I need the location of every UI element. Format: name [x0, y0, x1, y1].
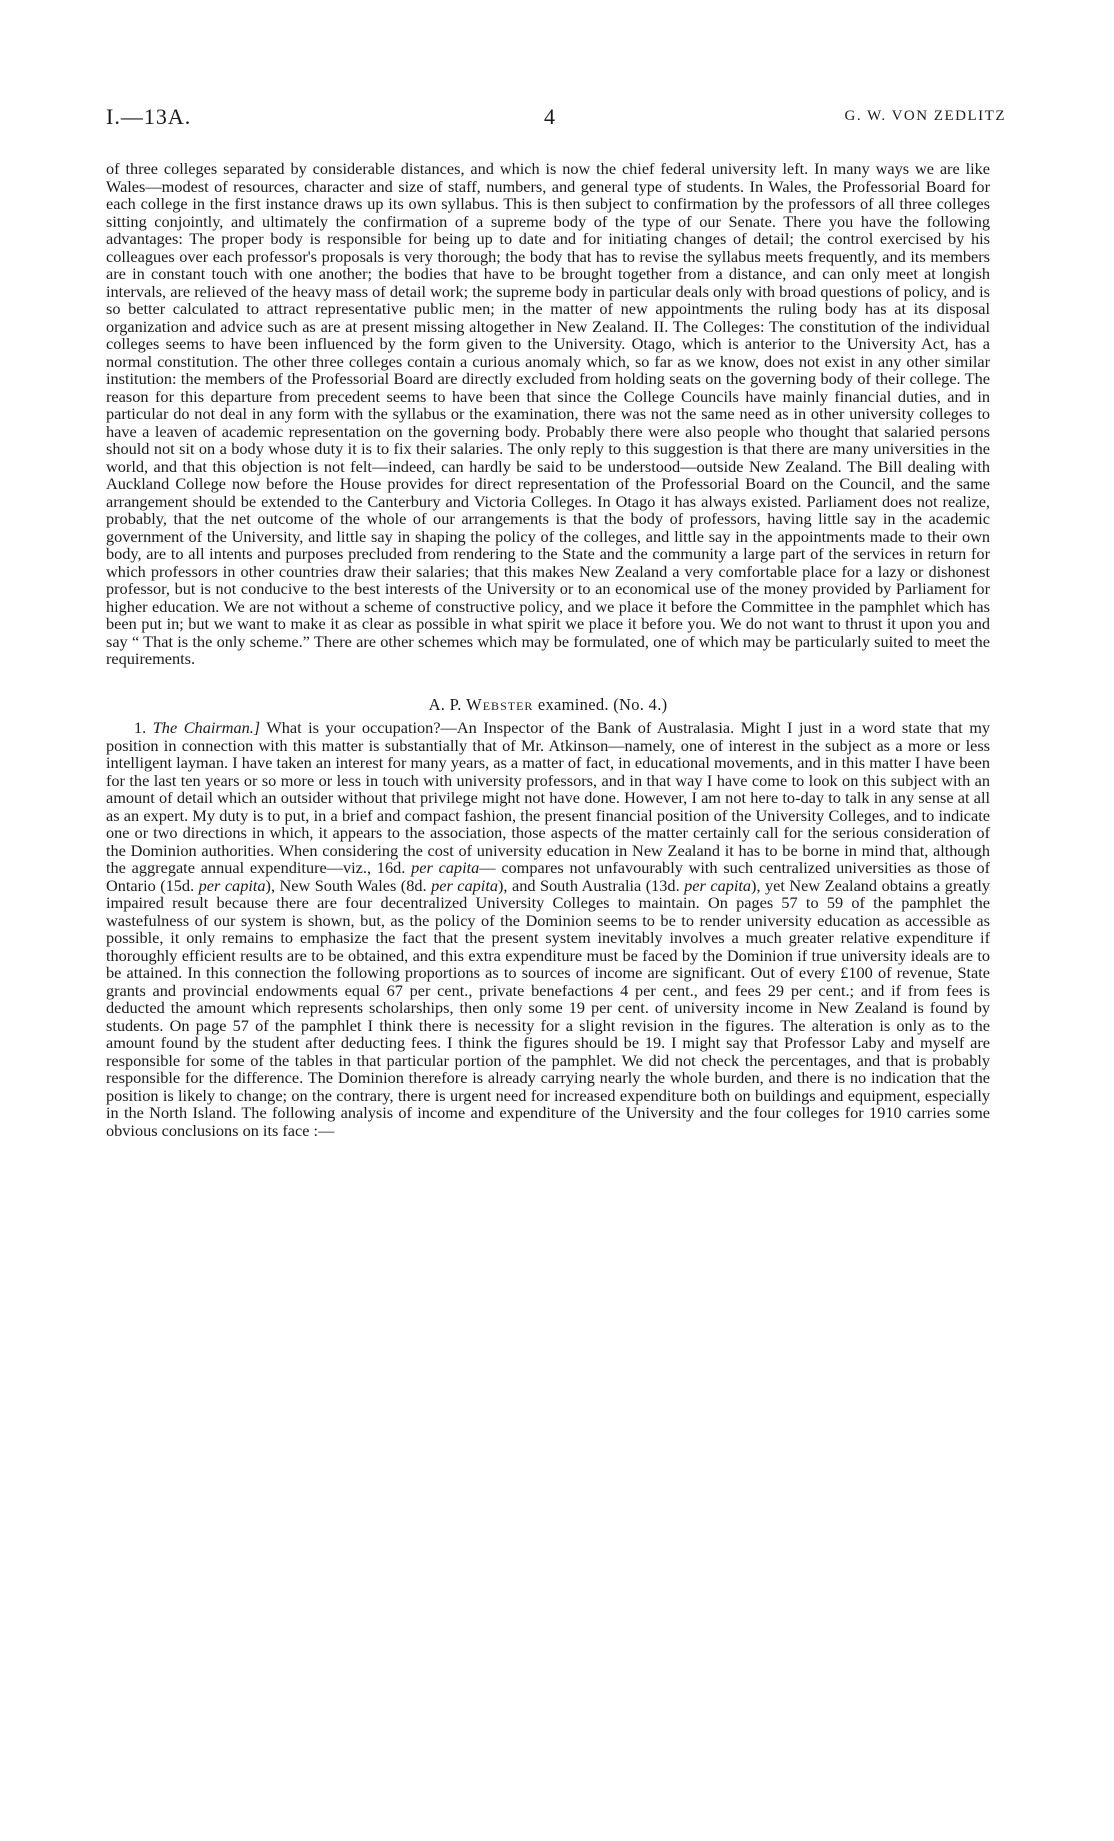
testimony-text-b: — compares not unfavourably with such centralized universities as those of Ontario (15d. [106, 858, 991, 895]
testimony-text-e: ), yet New Zealand obtains a greatly impaired result because there are four decentralized University Colleges to maintain. On pages 57 to 59 of the pamphlet the wastefulness of our system is shown, but, as the policy of the Dominion seems to be to render university education as accessible as possible, it only remains to emphasize the fact that the present system inevitably involves a much greater relative expenditure if thoroughly efficient results are to be obtained, and this extra expenditure must be faced by the Dominion if true university ideals are to be attained. In this connection the following proportions as to sources of income are significant. Out of every £100 of revenue, State grants and provincial endowments equal 67 per cent., private benefactions 4 per cent., and fees 29 per cent.; and if from fees is deducted the amount which represents scholarships, then only some 19 per cent. of university income in New Zealand is found by students. On page 57 of the pamphlet I think there is necessity for a slight revision in the figures. The alteration is only as to the amount found by the student after deducting fees. I think the figures should be 19. I might say that Professor Laby and myself are responsible for some of the tables in that particular portion of the pamphlet. We did not check the percentages, and that is probably responsible for the difference. The Dominion therefore is already carrying nearly the whole burden, and there is no indication that the position is likely to change; on the contrary, there is urgent need for increased expenditure both on buildings and equipment, especially in the North Island. The following analysis of income and expenditure of the University and the four colleges for 1910 carries some obvious conclusions on its face :— [106, 875, 991, 1140]
paragraph-continuation: of three colleges separated by considerable distances, and which is now the chief federal university left. In many ways we are like Wales—modest of resources, character and size of staff, numbers, and general type of students. In Wales, the Professorial Board for each college in the first instance draws up its own syllabus. This is then subject to confirmation by the professors of all three colleges sitting conjointly, and ultimately the confirmation of a supreme body of the type of our Senate. There you have the following advantages: The proper body is responsible for being up to date and for initiating changes of detail; the control exercised by his colleagues over each professor's proposals is very thorough; the body that has to revise the syllabus meets frequently, and its members are in constant touch with one another; the bodies that have to be brought together from a distance, and can only meet at longish intervals, are relieved of the heavy mass of detail work; the supreme body in particular deals only with broad questions of policy, and is so better calculated to attract representative public men; in the matter of new appointments the ruling body has at its disposal organization and advice such as are at present missing altogether in New Zealand. II. The Colleges: The constitution of the individual colleges seems to have been influenced by the form given to the University. Otago, which is anterior to the University Act, has a normal constitution. The other three colleges contain a curious anomaly which, so far as we know, does not exist in any other similar institution: the members of the Professorial Board are directly excluded from holding seats on the governing body of their college. The reason for this departure from precedent seems to have been that since the College Councils have mainly financial duties, and in particular do not deal in any form with the syllabus or the examination, there was not the same need as in other university colleges to have a leaven of academic representation on the governing body. Probably there were also people who thought that salaried persons should not sit on a body whose duty it is to fix their salaries. The only reply to this suggestion is that there are many universities in the world, and that this objection is not felt—indeed, can hardly be said to be understood—outside New Zealand. The Bill dealing with Auckland College now before the House provides for direct representation of the Professorial Board on the Council, and the same arrangement should be extended to the Canterbury and Victoria Colleges. In Otago it has always existed. Parliament does not realize, probably, that the net outcome of the whole of our arrangements is that the body of professors, having little say in the academic government of the University, and little say in shaping the policy of the colleges, and little say in the appointments made to their own body, are to all intents and purposes precluded from rendering to the State and the community a large part of the services in return for which professors in other countries draw their salaries; that this makes New Zealand a very comfortable place for a lazy or dishonest professor, but is not conducive to the best interests of the University or to an economical use of the money provided by Parliament for higher education. We are not without a scheme of constructive policy, and we place it before the Committee in the pamphlet which has been put in; but we want to make it as clear as possible in what spirit we place it before you. We do not want to thrust it upon you and say “ That is the only scheme.” There are other schemes which may be formulated, one of which may be particularly suited to meet the requirements. [106, 159, 990, 668]
paragraph-testimony [106, 719, 990, 1139]
witness-initials: A. P. [428, 694, 462, 714]
per-capita-1: per capita [411, 858, 480, 877]
page-body [106, 160, 990, 1139]
question-number: 1. [134, 718, 147, 737]
per-capita-3: per capita [431, 875, 498, 895]
page-number: 4 [544, 104, 555, 129]
page-header [106, 104, 1006, 134]
testimony-text-a: What is your occupation?—An Inspector of the Bank of Australasia. Might I just in a word state that my position in connection with this matter is substantially that of Mr. Atkinson—namely, one of interest in the subject as a more or less intelligent layman. I have taken an interest for many years, as a matter of fact, in educational movements, and in this matter I have been for the last ten years or so more or less in touch with university professors, and in that way I have come to look on this subject with an amount of detail which an outsider without that privilege might not have done. However, I am not here to-day to talk in any sense at all as an expert. My duty is to put, in a brief and compact fashion, the present financial position of the University Colleges, and to indicate one or two directions in which, it appears to the association, those aspects of the matter certainly call for the serious consideration of the Dominion authorities. When considering the cost of university education in New Zealand it has to be borne in mind that, although the aggregate annual expenditure—viz., 16d. [106, 718, 991, 877]
heading-rest: examined. (No. 4.) [537, 694, 668, 714]
witness-name-header: G. W. VON ZEDLITZ [844, 108, 1006, 124]
document-reference: I.—13A. [106, 104, 192, 129]
testimony-text-c: ), New South Wales (8d. [265, 875, 427, 895]
witness-surname: Webster [466, 694, 534, 714]
testimony-text-d: ), and South Australia (13d. [497, 875, 680, 895]
per-capita-2: per capita [198, 875, 266, 895]
witness-heading [106, 696, 990, 714]
per-capita-4: per capita [684, 875, 752, 895]
speaker-label: The Chairman.] [152, 718, 261, 737]
